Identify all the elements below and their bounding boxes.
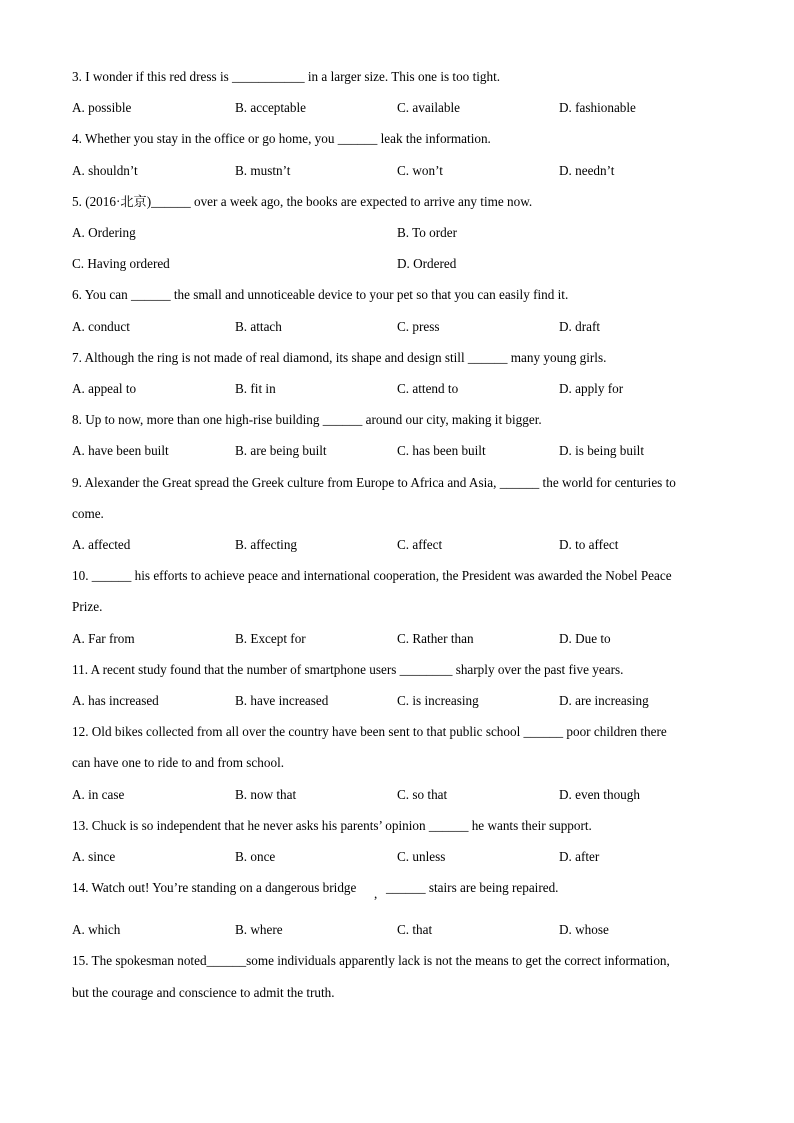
question-8-option-c: C. has been built [397, 443, 486, 458]
question-10-stem-line1: 10. ______ his efforts to achieve peace and international cooperation, the President was awarded the Nobel Peace [72, 568, 672, 583]
question-3-stem: 3. I wonder if this red dress is ___________ in a larger size. This one is too tight. [72, 69, 501, 84]
question-7-option-a: A. appeal to [72, 381, 137, 396]
question-5-option-b: B. To order [397, 225, 457, 240]
question-14-option-c: C. that [397, 922, 433, 937]
question-4-option-b: B. mustn’t [235, 163, 291, 178]
question-13-option-c: C. unless [397, 849, 446, 864]
question-5-option-c: C. Having ordered [72, 256, 170, 271]
question-3-option-d: D. fashionable [559, 100, 636, 115]
question-6-stem: 6. You can ______ the small and unnoticeable device to your pet so that you can easily find it. [72, 287, 569, 302]
question-3-option-b: B. acceptable [235, 100, 307, 115]
question-3-option-c: C. available [397, 100, 460, 115]
question-15-stem-line2: but the courage and conscience to admit the truth. [72, 985, 335, 1000]
question-9-stem-line2: come. [72, 506, 104, 521]
question-5-stem: 5. (2016·北京)______ over a week ago, the books are expected to arrive any time now. [72, 194, 533, 209]
question-8-option-d: D. is being built [559, 443, 644, 458]
question-14-option-d: D. whose [559, 922, 609, 937]
question-10-option-d: D. Due to [559, 631, 611, 646]
question-6-option-b: B. attach [235, 319, 282, 334]
question-11-option-d: D. are increasing [559, 693, 649, 708]
question-10-option-c: C. Rather than [397, 631, 474, 646]
question-3-option-a: A. possible [72, 100, 132, 115]
question-12-stem-line1: 12. Old bikes collected from all over the country have been sent to that public school ______ poor children there [72, 724, 667, 739]
question-6-option-a: A. conduct [72, 319, 130, 334]
question-9-option-a: A. affected [72, 537, 131, 552]
question-7-option-c: C. attend to [397, 381, 459, 396]
question-14-option-a: A. which [72, 922, 121, 937]
question-9-stem-line1: 9. Alexander the Great spread the Greek culture from Europe to Africa and Asia, ______ the world for centuries to [72, 475, 676, 490]
question-10-stem-line2: Prize. [72, 599, 103, 614]
question-7-option-b: B. fit in [235, 381, 276, 396]
question-4-option-d: D. needn’t [559, 163, 615, 178]
question-12-stem-line2: can have one to ride to and from school. [72, 755, 285, 770]
question-6-option-d: D. draft [559, 319, 601, 334]
question-6-option-c: C. press [397, 319, 440, 334]
question-14-stem-part1: 14. Watch out! You’re standing on a dangerous bridge [72, 880, 357, 895]
question-9-option-b: B. affecting [235, 537, 298, 552]
question-13-option-b: B. once [235, 849, 276, 864]
question-4-option-c: C. won’t [397, 163, 443, 178]
question-7-stem: 7. Although the ring is not made of real diamond, its shape and design still ______ many young girls. [72, 350, 607, 365]
question-10-option-a: A. Far from [72, 631, 135, 646]
question-4-stem: 4. Whether you stay in the office or go home, you ______ leak the information. [72, 131, 491, 146]
question-11-option-a: A. has increased [72, 693, 159, 708]
question-14-option-b: B. where [235, 922, 283, 937]
question-9-option-c: C. affect [397, 537, 443, 552]
question-15-stem-line1: 15. The spokesman noted______some individuals apparently lack is not the means to get the correct information, [72, 953, 670, 968]
question-12-option-a: A. in case [72, 787, 125, 802]
question-12-option-d: D. even though [559, 787, 640, 802]
question-8-option-b: B. are being built [235, 443, 327, 458]
question-13-option-a: A. since [72, 849, 116, 864]
question-5-option-a: A. Ordering [72, 225, 136, 240]
question-8-stem: 8. Up to now, more than one high-rise building ______ around our city, making it bigger. [72, 412, 542, 427]
question-4-option-a: A. shouldn’t [72, 163, 138, 178]
question-11-option-c: C. is increasing [397, 693, 479, 708]
question-11-stem: 11. A recent study found that the number of smartphone users ________ sharply over the past five years. [72, 662, 624, 677]
question-9-option-d: D. to affect [559, 537, 619, 552]
question-13-stem: 13. Chuck is so independent that he never asks his parents’ opinion ______ he wants their support. [72, 818, 592, 833]
question-11-option-b: B. have increased [235, 693, 329, 708]
question-5-option-d: D. Ordered [397, 256, 457, 271]
question-14-comma: , [374, 886, 378, 901]
question-13-option-d: D. after [559, 849, 600, 864]
question-10-option-b: B. Except for [235, 631, 306, 646]
question-7-option-d: D. apply for [559, 381, 624, 396]
question-12-option-b: B. now that [235, 787, 297, 802]
question-12-option-c: C. so that [397, 787, 448, 802]
question-8-option-a: A. have been built [72, 443, 169, 458]
question-14-stem-part2: ______ stairs are being repaired. [386, 880, 559, 895]
